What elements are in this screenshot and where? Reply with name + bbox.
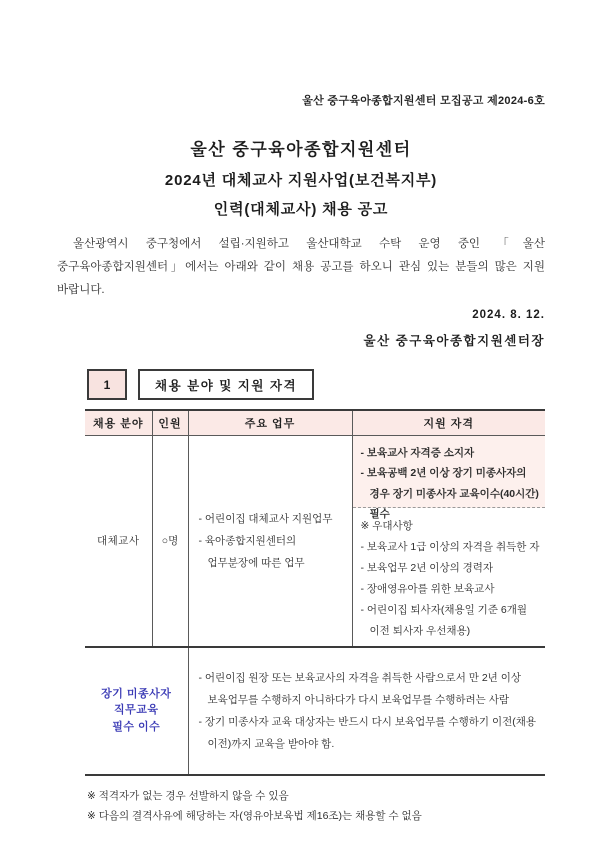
cell-education-detail — [188, 647, 545, 775]
qualification-item: - 보육공백 2년 이상 장기 미종사자의 경우 장기 미종사자 교육이수(40시간)필수 — [360, 467, 539, 520]
preferred-item: - 어린이집 퇴사자(채용일 기준 6개월 이전 퇴사자 우선채용) — [360, 603, 528, 637]
preferred-item: - 보육교사 1급 이상의 자격을 취득한 자 — [360, 540, 540, 553]
intro-paragraph: 울산광역시 중구청에서 설립·지원하고 울산대학교 수탁 운영 중인 「울산 중구육아종합지원센터」에서는 아래와 같이 채용 공고를 하오니 관심 있는 분들의 많은 지원 바랍니다. — [57, 238, 545, 296]
preferred-item: - 보육업무 2년 이상의 경력자 — [360, 561, 494, 574]
recruitment-table — [85, 409, 545, 776]
education-label-line: 장기 미종사자 — [101, 687, 172, 700]
col-header-duties: 주요 업무 — [188, 410, 352, 435]
signature-line: 울산 중구육아종합지원센터장 — [363, 334, 545, 348]
education-label-line: 직무교육 — [113, 704, 159, 717]
cell-education-label — [85, 647, 188, 775]
footnotes — [87, 786, 545, 826]
duty-item: - 어린이집 대체교사 지원업무 — [198, 512, 333, 525]
document-title-program: 2024년 대체교사 지원사업(보건복지부) — [164, 172, 438, 189]
education-label-line: 필수 이수 — [112, 720, 161, 733]
table-row-substitute-teacher — [85, 435, 545, 647]
table-header-row — [85, 410, 545, 435]
cell-qualification — [352, 435, 545, 647]
cell-headcount: ○명 — [152, 435, 188, 647]
preferred-item: - 장애영유아를 위한 보육교사 — [360, 582, 495, 595]
cell-field: 대체교사 — [85, 435, 152, 647]
col-header-qualification: 지원 자격 — [352, 410, 545, 435]
section-1-header — [87, 369, 545, 400]
section-title-box: 채용 분야 및 지원 자격 — [138, 369, 314, 400]
footnote-item: ※ 적격자가 없는 경우 선발하지 않을 수 있음 — [87, 789, 289, 802]
notice-number: 울산 중구육아종합지원센터 모집공고 제2024-6호 — [302, 95, 545, 107]
duty-item: - 육아종합지원센터의 업무분장에 따른 업무 — [198, 534, 305, 569]
table-row-long-absence-education — [85, 647, 545, 775]
qualification-item: - 보육교사 자격증 소지자 — [360, 446, 475, 459]
footnote-item: ※ 다음의 결격사유에 해당하는 자(영유아보육법 제16조)는 채용할 수 없음 — [87, 809, 422, 822]
col-header-field: 채용 분야 — [85, 410, 152, 435]
qualification-preferred-box — [353, 508, 546, 646]
qualification-required-box — [353, 436, 546, 520]
preferred-title: ※ 우대사항 — [360, 519, 413, 532]
col-header-headcount: 인원 — [152, 410, 188, 435]
education-item: - 장기 미종사자 교육 대상자는 반드시 다시 보육업무를 수행하기 이전(채용 이전)까지 교육을 받아야 함. — [198, 715, 537, 750]
announcement-date: 2024. 8. 12. — [472, 309, 545, 321]
section-number-box: 1 — [87, 369, 127, 400]
document-title-recruit: 인력(대체교사) 채용 공고 — [213, 201, 389, 218]
document-content — [0, 92, 600, 826]
cell-duties — [188, 435, 352, 647]
document-title-org: 울산 중구육아종합지원센터 — [190, 140, 412, 159]
education-item: - 어린이집 원장 또는 보육교사의 자격을 취득한 사람으로서 만 2년 이상 보육업무를 수행하지 아니하다가 다시 보육업무를 수행하려는 사람 — [198, 671, 522, 706]
